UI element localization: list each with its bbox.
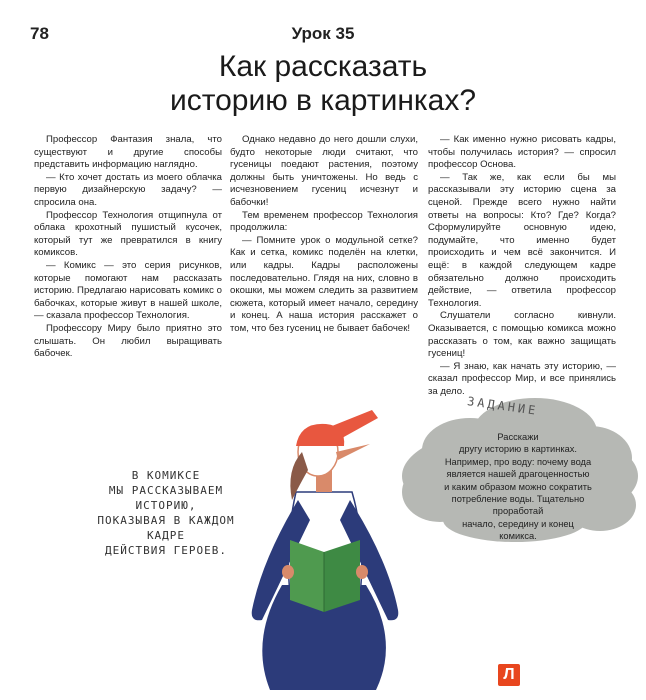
task-line: и каким образом можно сократить — [444, 481, 592, 492]
comic-caption — [80, 468, 252, 558]
task-line: комикса. — [499, 531, 537, 542]
title-line-1: Как рассказать — [218, 50, 428, 83]
paragraph: Тем временем профессор Технология продолжила: — [230, 209, 418, 234]
paragraph: — Как именно нужно рисовать кадры, чтобы получилась история? — спросил профессор Основа. — [428, 134, 616, 171]
paragraph: — Я знаю, как начать эту историю, — сказал профессор Мир, и все принялись за дело. — [428, 360, 616, 397]
paragraph: Профессор Фантазия знала, что существуют и другие способы представить информацию наглядно. — [34, 134, 222, 171]
task-text — [428, 431, 608, 543]
publisher-logo-icon: Л — [498, 664, 520, 686]
caption-line: ПОКАЗЫВАЯ В КАЖДОМ КАДРЕ — [97, 514, 235, 542]
paragraph: Слушатели согласно кивнули. Оказывается, с помощью комикса можно рассказать о том, как важно защищать гусениц! — [428, 310, 616, 360]
task-label: ЗАДАНИЕ — [466, 394, 540, 418]
task-line: Например, про воду: почему вода — [444, 456, 592, 467]
paragraph: Профессору Миру было приятно это слышать. Он любил выращивать бабочек. — [34, 322, 222, 360]
task-line: Расскажи — [497, 432, 539, 442]
paragraph: — Кто хочет достать из моего облачка первую дизайнерскую задачу? — спросила она. — [34, 171, 222, 208]
paragraph: — Так же, как если бы мы рассказывали эту историю сцена за сценой. Прежде всего нужно найти ответы на вопросы: Кто? Где? Когда? Сформулируйте основную идею, подумайте, что именно будет происходить и чем всё закончится. И ещё: в каждой следующем кадре обязательно должно происходить действие, — ответила профессор Технология. — [428, 171, 616, 309]
caption-line: МЫ РАССКАЗЫВАЕМ ИСТОРИЮ, — [108, 484, 224, 512]
girl-reading-icon — [252, 410, 399, 690]
task-line: другу историю в картинках. — [458, 444, 578, 455]
paragraph: — Помните урок о модульной сетке? Как и сетка, комикс поделён на клетки, или кадры. Кадры расположены последовательно. Глядя на них, словно в окошки, мы можем следить за развитием сюжета, который имеет начало, середину и конец. А наша история расскажет о том, что без гусениц не бывает бабочек! — [230, 234, 418, 334]
page-number: 78 — [30, 24, 49, 43]
task-line: начало, середину и конец — [462, 518, 574, 529]
task-line: потребление воды. Тщательно проработай — [451, 494, 585, 517]
paragraph: Однако недавно до него дошли слухи, будто некоторые люди считают, что гусеницы поедают растения, поэтому должны быть уничтожены. Но ведь с исчезновением гусениц исчезнут и бабочки! — [230, 134, 418, 208]
caption-line: ДЕЙСТВИЯ ГЕРОЕВ. — [105, 544, 227, 557]
lesson-label: Урок 35 — [291, 24, 355, 43]
title-line-2: историю в картинках? — [169, 84, 477, 117]
paragraph: — Комикс — это серия рисунков, которые помогают нам рассказать историю. Предлагаю нарисовать комикс о бабочках, которые живут в нашей школе, — сказала профессор Технология. — [34, 259, 222, 322]
caption-line: В КОМИКСЕ — [131, 469, 201, 482]
paragraph: Профессор Технология отщипнула от облака крохотный пушистый кусочек, который тут же превратился в книгу комиксов. — [34, 209, 222, 259]
task-line: является нашей драгоценностью — [446, 469, 590, 480]
